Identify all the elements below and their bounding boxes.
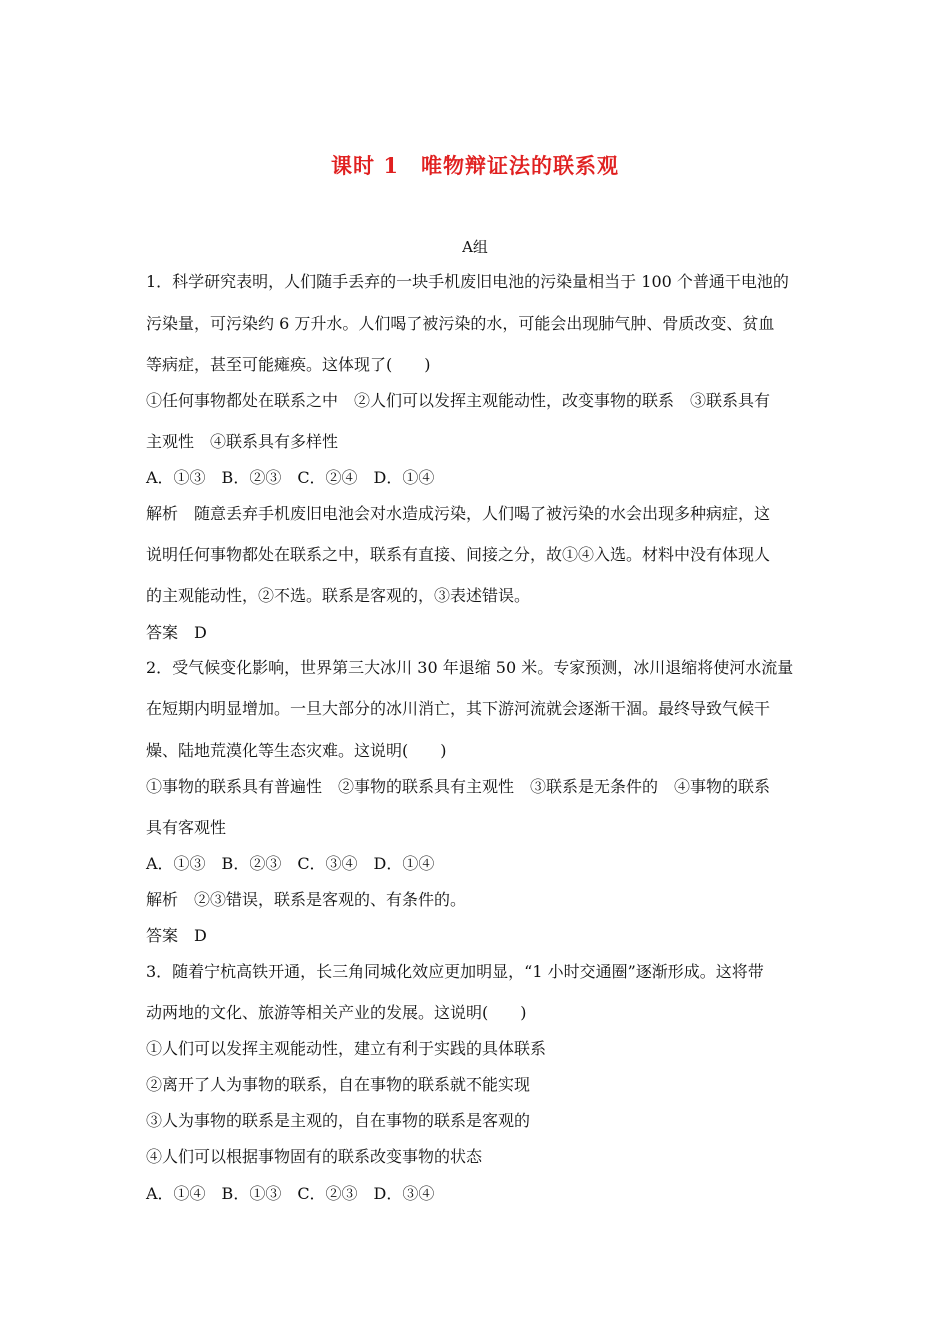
q2-stem-line-1: 2．受气候变化影响，世界第三大冰川 30 年退缩 50 米。专家预测，冰川退缩将使河水流量: [146, 658, 794, 677]
q1-analysis-line-1: 解析 随意丢弃手机废旧电池会对水造成污染，人们喝了被污染的水会出现多种病症，这: [146, 504, 771, 523]
q3-option-1: ①人们可以发挥主观能动性，建立有利于实践的具体联系: [146, 1039, 547, 1058]
section-heading: A组: [462, 238, 488, 256]
q2-analysis-line-1: 解析 ②③错误，联系是客观的、有条件的。: [146, 890, 467, 909]
q1-stem-line-3: 等病症，甚至可能瘫痪。这体现了( ): [146, 355, 431, 374]
q3-option-4: ④人们可以根据事物固有的联系改变事物的状态: [146, 1147, 483, 1166]
q3-stem-line-2: 动两地的文化、旅游等相关产业的发展。这说明( ): [146, 1003, 527, 1022]
q3-stem-line-1: 3．随着宁杭高铁开通，长三角同城化效应更加明显，“1 小时交通圈”逐渐形成。这将带: [146, 962, 764, 981]
q1-analysis-line-2: 说明任何事物都处在联系之中，联系有直接、间接之分，故①④入选。材料中没有体现人: [146, 545, 771, 564]
q2-answer: 答案 D: [146, 926, 207, 945]
q3-option-3: ③人为事物的联系是主观的，自在事物的联系是客观的: [146, 1111, 531, 1130]
q2-stem-line-3: 燥、陆地荒漠化等生态灾难。这说明( ): [146, 741, 447, 760]
q1-options-line-2: 主观性 ④联系具有多样性: [146, 432, 339, 451]
q1-options-line-1: ①任何事物都处在联系之中 ②人们可以发挥主观能动性，改变事物的联系 ③联系具有: [146, 391, 771, 410]
q2-options-line-2: 具有客观性: [146, 818, 227, 837]
page-title: 课时 1 唯物辩证法的联系观: [331, 153, 619, 178]
q1-stem-line-1: 1．科学研究表明，人们随手丢弃的一块手机废旧电池的污染量相当于 100 个普通干电池的: [146, 272, 789, 291]
q1-answer: 答案 D: [146, 623, 207, 642]
q1-analysis-line-3: 的主观能动性，②不选。联系是客观的，③表述错误。: [146, 586, 531, 605]
q3-choices: A．①④ B．①③ C．②③ D．③④: [146, 1184, 435, 1203]
q3-option-2: ②离开了人为事物的联系，自在事物的联系就不能实现: [146, 1075, 531, 1094]
q1-choices: A．①③ B．②③ C．②④ D．①④: [146, 468, 435, 487]
q2-options-line-1: ①事物的联系具有普遍性 ②事物的联系具有主观性 ③联系是无条件的 ④事物的联系: [146, 777, 771, 796]
q2-stem-line-2: 在短期内明显增加。一旦大部分的冰川消亡，其下游河流就会逐渐干涸。最终导致气候干: [146, 699, 771, 718]
q1-stem-line-2: 污染量，可污染约 6 万升水。人们喝了被污染的水，可能会出现肺气肿、骨质改变、贫血: [146, 314, 775, 333]
q2-choices: A．①③ B．②③ C．③④ D．①④: [146, 854, 435, 873]
